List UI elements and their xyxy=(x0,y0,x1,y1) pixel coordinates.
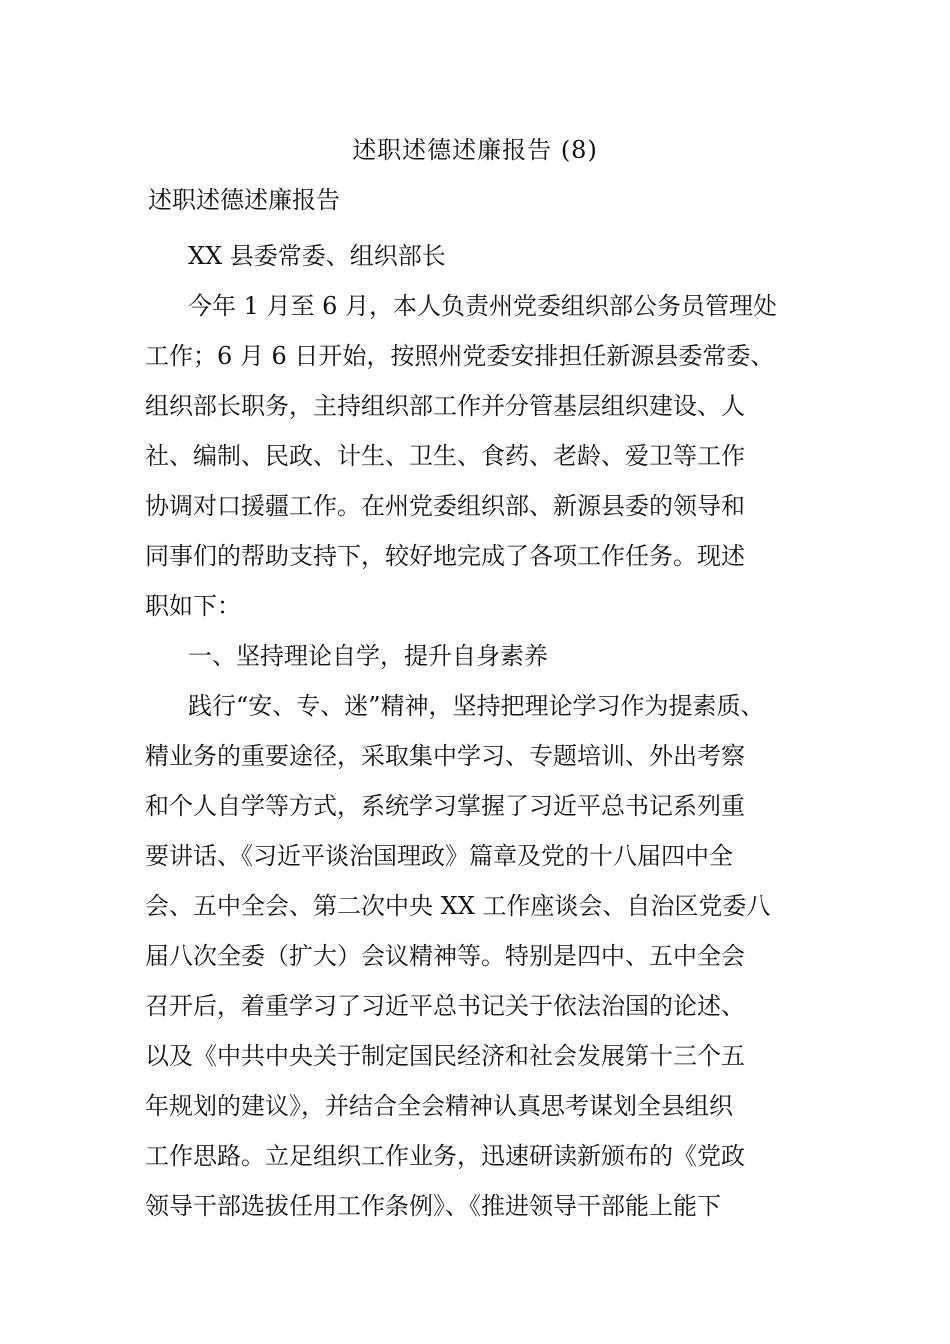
paragraph-line: 届八次全委（扩大）会议精神等。特别是四中、五中全会 xyxy=(145,942,745,970)
paragraph-line: 今年 1 月至 6 月，本人负责州党委组织部公务员管理处 xyxy=(188,292,778,320)
paragraph-line: 要讲话、《习近平谈治国理政》篇章及党的十八届四中全 xyxy=(145,842,733,870)
paragraph-line: 工作；6 月 6 日开始，按照州党委安排担任新源县委常委、 xyxy=(145,342,775,370)
document-subtitle: 述职述德述廉报告 xyxy=(148,186,340,214)
section-heading: 一、坚持理论自学，提升自身素养 xyxy=(188,642,548,670)
author-line: XX 县委常委、组织部长 xyxy=(188,242,446,270)
paragraph-line: 年规划的建议》，并结合全会精神认真思考谋划全县组织 xyxy=(145,1092,733,1120)
paragraph-line: 召开后，着重学习了习近平总书记关于依法治国的论述、 xyxy=(145,992,745,1020)
paragraph-line: 和个人自学等方式，系统学习掌握了习近平总书记系列重 xyxy=(145,792,745,820)
paragraph-line: 会、五中全会、第二次中央 XX 工作座谈会、自治区党委八 xyxy=(145,892,771,920)
paragraph-line: 社、编制、民政、计生、卫生、食药、老龄、爱卫等工作 xyxy=(145,442,745,470)
paragraph-line: 同事们的帮助支持下，较好地完成了各项工作任务。现述 xyxy=(145,542,745,570)
paragraph-line: 组织部长职务，主持组织部工作并分管基层组织建设、人 xyxy=(145,392,745,420)
document-title: 述职述德述廉报告 (8) xyxy=(352,136,598,164)
paragraph-line: 工作思路。立足组织工作业务，迅速研读新颁布的《党政 xyxy=(145,1142,745,1170)
document-body xyxy=(145,231,825,1231)
paragraph-line: 职如下： xyxy=(145,592,241,620)
paragraph-line: 以及《中共中央关于制定国民经济和社会发展第十三个五 xyxy=(145,1042,745,1070)
paragraph-line: 协调对口援疆工作。在州党委组织部、新源县委的领导和 xyxy=(145,492,745,520)
paragraph-line: 领导干部选拔任用工作条例》、《推进领导干部能上能下 xyxy=(145,1192,721,1220)
paragraph-line: 精业务的重要途径，采取集中学习、专题培训、外出考察 xyxy=(145,742,745,770)
paragraph-line: 践行“安、专、迷”精神，坚持把理论学习作为提素质、 xyxy=(188,692,765,720)
